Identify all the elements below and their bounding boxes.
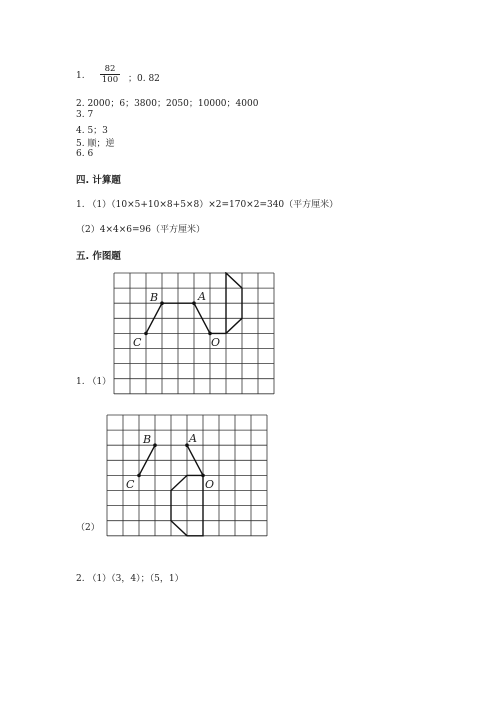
answer-5: 5. 顺；逆 xyxy=(76,139,115,149)
grid-figure-1 xyxy=(113,272,277,396)
section-5-answer-2: 2. （1）（3，4）；（5，1） xyxy=(76,574,184,584)
answer-4: 4. 5；3 xyxy=(76,126,108,136)
label-a: A xyxy=(189,432,197,445)
point-o xyxy=(201,474,205,478)
fraction-numerator: 82 xyxy=(104,64,116,74)
label-c: C xyxy=(126,478,135,491)
point-c xyxy=(144,332,148,336)
section-4-line-2: （2）4×4×6=96（平方厘米） xyxy=(76,225,205,235)
point-b xyxy=(153,443,157,447)
label-c: C xyxy=(133,336,142,349)
label-o: O xyxy=(211,336,221,349)
grid-figure-2 xyxy=(106,414,270,538)
point-b xyxy=(160,301,164,305)
point-c xyxy=(137,474,141,478)
answer-2: 2. 2000；6；3800；2050；10000；4000 xyxy=(76,99,259,109)
grid-lines xyxy=(114,273,274,394)
label-a: A xyxy=(198,290,206,303)
label-o: O xyxy=(205,478,215,491)
label-b: B xyxy=(143,433,152,446)
section-4-line-1: 1. （1）（10×5+10×8+5×8）×2=170×2=340（平方厘米） xyxy=(76,200,339,210)
answer-1-fraction xyxy=(100,64,120,85)
section-5-title: 五. 作图题 xyxy=(76,251,121,262)
section-4-title: 四. 计算题 xyxy=(76,175,121,186)
answer-6: 6. 6 xyxy=(76,149,94,159)
fraction-denominator: 100 xyxy=(101,75,119,85)
answer-1-number: 1. xyxy=(76,71,85,81)
figure-2-label: （2） xyxy=(76,523,100,533)
answer-1-tail: ；0. 82 xyxy=(128,74,160,84)
label-b: B xyxy=(150,291,159,304)
point-a xyxy=(192,301,196,305)
figure-1-label: 1. （1） xyxy=(76,377,112,387)
point-o xyxy=(208,332,212,336)
answer-3: 3. 7 xyxy=(76,110,94,120)
